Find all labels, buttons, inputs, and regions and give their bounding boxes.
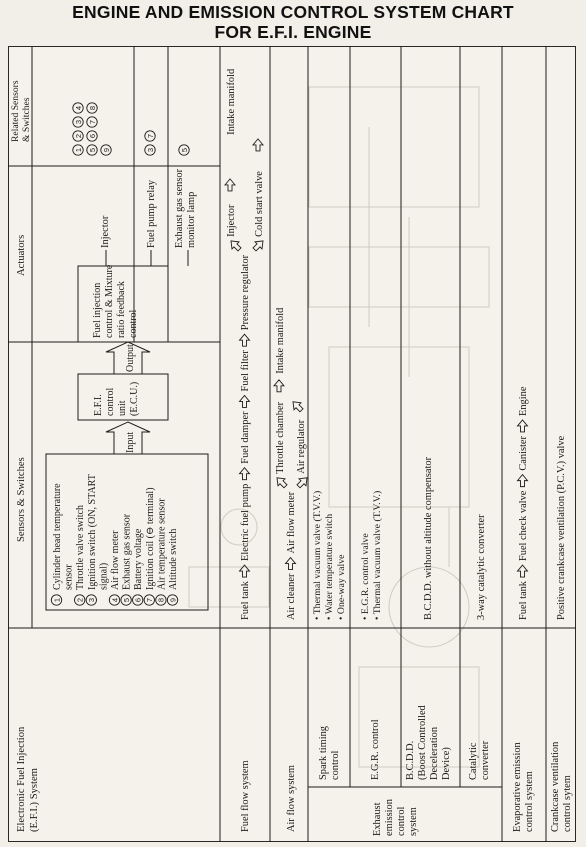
related-4-5 [179, 145, 189, 155]
spark-item-2: • Water temperature switch [324, 513, 335, 620]
spark-label-2: control [330, 750, 341, 780]
related-0-1 [73, 145, 83, 155]
exhaust-group-label-1: Exhaust [372, 802, 383, 836]
svg-text:3: 3 [145, 147, 155, 153]
sensors-header: Sensors & Switches [16, 457, 27, 542]
svg-text:8: 8 [156, 597, 166, 603]
evap-flow-item-2: Fuel check valve [518, 490, 529, 562]
related-1-5 [87, 145, 97, 155]
air-merge-arrow-icon-1 [274, 380, 284, 392]
svg-text:7: 7 [145, 597, 155, 603]
svg-text:5: 5 [87, 147, 97, 153]
fuel-merge-arrow-icon-1 [225, 179, 235, 191]
crankcase-label-2: control sytem [562, 775, 573, 832]
fuel-flow-item-3: Fuel damper [240, 411, 251, 464]
related-0-3 [73, 117, 83, 127]
air-branch-air-regulator: Air regulator [296, 419, 307, 474]
catalytic-desc: 3-way catalytic converter [476, 514, 487, 620]
svg-text:7: 7 [87, 119, 97, 125]
sensor-number-7 [144, 595, 154, 605]
evap-flow-item-1: Fuel tank [518, 581, 529, 620]
spark-label-1: Spark timing [318, 726, 329, 780]
efi-label-line2: (E.F.I.) System [29, 768, 40, 832]
sensor-8-line-1: Air temperature sensor [156, 498, 168, 590]
bcdd-label-1: B.C.D.D. [405, 740, 416, 780]
egr-item-2: • Thermal vacuum valve (T.V.V.) [372, 490, 383, 620]
fuel-flow-item-1: Fuel tank [240, 581, 251, 620]
fuel-flow-arrow-icon [240, 395, 250, 407]
svg-text:4: 4 [73, 105, 83, 111]
actuator-exhaust-lamp-line2: monitor lamp [186, 191, 197, 248]
control-line-1: Fuel injection [92, 282, 103, 338]
related-2-9 [101, 145, 111, 155]
fuel-flow-label: Fuel flow system [240, 760, 251, 832]
evap-flow-arrow-icon [518, 420, 528, 432]
svg-text:1: 1 [52, 597, 62, 603]
air-branch-down-arrow-icon [297, 478, 307, 488]
svg-text:8: 8 [87, 105, 97, 111]
egr-item-1: • E.G.R. control valve [360, 533, 371, 620]
svg-text:9: 9 [101, 147, 111, 153]
related-0-2 [73, 131, 83, 141]
exhaust-group-label-4: system [408, 807, 419, 836]
sensor-number-3 [86, 595, 96, 605]
svg-text:4: 4 [110, 597, 120, 603]
sensor-5-line-1: Exhaust gas sensor [121, 513, 133, 590]
fuel-flow-item-2: Electric fuel pump [240, 483, 251, 562]
bcdd-label-3: Deceleration [429, 726, 440, 780]
control-line-4: control [128, 309, 139, 338]
svg-text:6: 6 [133, 597, 143, 603]
related-1-7 [87, 117, 97, 127]
actuator-fuel-pump-relay: Fuel pump relay [146, 179, 157, 248]
svg-text:9: 9 [168, 597, 178, 603]
sensor-number-1 [51, 595, 61, 605]
fuel-flow-arrow-icon [240, 468, 250, 480]
output-label: Output [125, 344, 136, 372]
catalytic-label-1: Catalytic [468, 742, 479, 780]
fuel-branch-cold-start: Cold start valve [254, 171, 265, 237]
control-line-3: ratio feedback [116, 281, 127, 338]
air-flow-item-1: Air cleaner [286, 573, 297, 620]
sensor-1-line-1: Cylinder head temperature [52, 483, 63, 590]
air-flow-label: Air flow system [286, 765, 297, 832]
evap-label-1: Evaporative emission [512, 742, 523, 832]
actuators-header: Actuators [16, 234, 27, 276]
sensor-2-line-1: Throttle valve switch [75, 505, 87, 590]
sensor-1-line-2: sensor [63, 564, 75, 590]
fuel-end-intake-manifold: Intake manifold [226, 68, 237, 135]
sensor-9-line-1: Altitude switch [168, 528, 179, 590]
spark-item-1: • Thermal vacuum valve (T.V.V.) [312, 490, 323, 620]
evap-flow-arrow-icon [518, 475, 528, 487]
sensor-number-6 [133, 595, 143, 605]
exhaust-group-label-2: emission [384, 799, 395, 836]
fuel-flow-item-5: Pressure regulator [240, 254, 251, 331]
sensor-3-line-1: Ignition switch (ON, START [86, 474, 98, 590]
air-merge-arrow-icon-2 [293, 402, 303, 412]
evap-label-2: control system [524, 771, 535, 832]
input-label: Input [125, 431, 136, 453]
fuel-branch-down-arrow-icon [253, 241, 263, 251]
fuel-flow-arrow-icon [240, 334, 250, 346]
evap-flow-item-4: Engine [518, 386, 529, 416]
crankcase-desc: Positive crankcase ventilation (P.C.V.) valve [556, 435, 567, 620]
control-line-2: control & Mixture [104, 264, 115, 338]
related-1-6 [87, 131, 97, 141]
title-line-2: FOR E.F.I. ENGINE [214, 22, 372, 42]
related-header-line1: Related Sensors [10, 80, 21, 142]
svg-text:6: 6 [87, 133, 97, 139]
svg-text:7: 7 [145, 133, 155, 139]
fuel-flow-item-4: Fuel filter [240, 350, 251, 392]
actuator-exhaust-lamp-line1: Exhaust gas sensor [174, 168, 185, 248]
fuel-branch-injector: Injector [226, 204, 237, 237]
fuel-merge-arrow-icon-2 [253, 139, 263, 151]
svg-text:1: 1 [73, 147, 83, 153]
exhaust-group-label-3: control [396, 806, 407, 836]
bcdd-desc: B.C.D.D. without altitude compensator [423, 456, 434, 620]
fuel-branch-up-arrow-icon [231, 241, 241, 251]
related-1-8 [87, 103, 97, 113]
svg-text:5: 5 [179, 147, 189, 153]
efi-label-line1: Electronic Fuel Injection [16, 726, 27, 832]
rotated-chart [8, 46, 576, 842]
air-branch-up-arrow-icon [277, 478, 287, 488]
bcdd-label-2: (Boost Controlled [417, 705, 428, 780]
svg-text:5: 5 [121, 597, 131, 603]
evap-flow-arrow-icon [518, 565, 528, 577]
related-header-line2: & Switches [21, 97, 32, 142]
sensor-number-8 [156, 595, 166, 605]
related-3-7 [145, 131, 155, 141]
svg-text:3: 3 [87, 597, 97, 603]
sensor-4-line-1: Air flow meter [110, 530, 121, 590]
svg-text:3: 3 [73, 119, 83, 125]
air-flow-item-2: Air flow meter [286, 491, 297, 554]
crankcase-label-1: Crankcase ventilation [550, 741, 561, 832]
air-flow-arrow-icon [286, 558, 296, 570]
evap-flow-item-3: Canister [518, 435, 529, 471]
related-0-4 [73, 103, 83, 113]
svg-text:2: 2 [73, 133, 83, 139]
fuel-flow-arrow-icon [240, 565, 250, 577]
spark-item-3: • One-way valve [336, 554, 347, 620]
sensor-3-line-2: signal) [98, 562, 110, 590]
ecu-line-3: unit [117, 400, 128, 416]
bcdd-label-4: Device) [441, 747, 452, 780]
ecu-line-4: (E.C.U.) [129, 381, 140, 416]
ecu-line-2: control [105, 387, 116, 416]
ecu-line-1: E.F.I. [93, 394, 104, 416]
catalytic-label-2: converter [480, 740, 491, 780]
title-line-1: ENGINE AND EMISSION CONTROL SYSTEM CHART [72, 2, 514, 22]
air-end-intake-manifold: Intake manifold [275, 307, 286, 374]
sensor-number-4 [109, 595, 119, 605]
sensor-7-line-1: Ignition coil (⊖ terminal) [144, 487, 156, 590]
svg-text:2: 2 [75, 597, 85, 603]
sensor-6-line-1: Battery voltage [133, 528, 145, 590]
sensor-number-5 [121, 595, 131, 605]
sensor-number-9 [167, 595, 177, 605]
sensor-number-2 [75, 595, 85, 605]
actuator-injector: Injector [100, 215, 111, 248]
egr-label: E.G.R. control [370, 719, 381, 780]
related-3-3 [145, 145, 155, 155]
air-branch-throttle-chamber: Throttle chamber [275, 401, 286, 474]
